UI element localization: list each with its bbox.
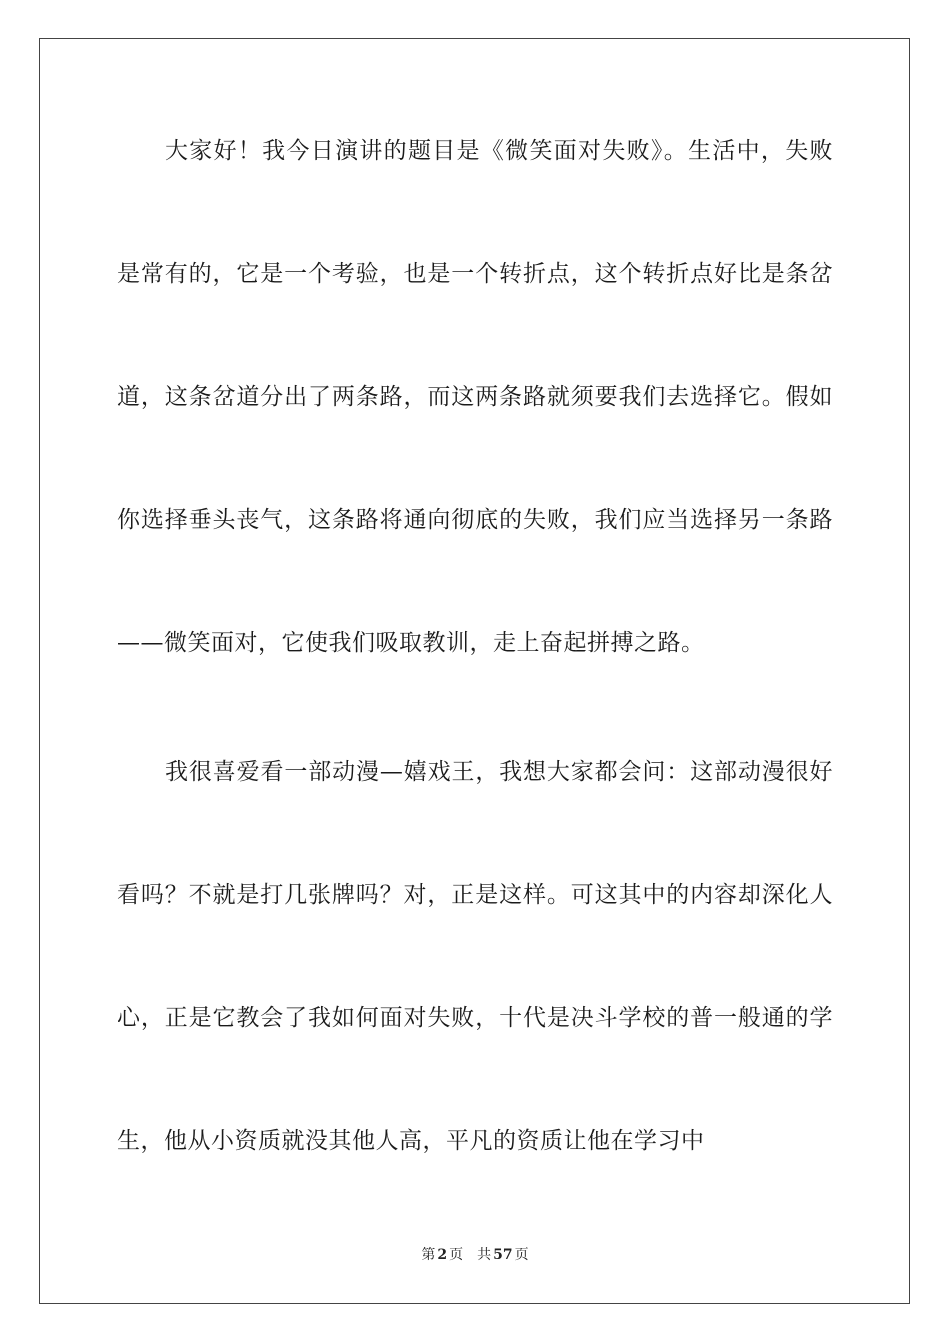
footer-total-prefix: 共 [477, 1247, 492, 1263]
footer-total-suffix: 页 [514, 1247, 529, 1263]
body-line: 生，他从小资质就没其他人高，平凡的资质让他在学习中 [117, 1128, 705, 1154]
page-border [39, 38, 910, 1304]
body-line: 看吗？不就是打几张牌吗？对，正是这样。可这其中的内容却深化人 [117, 882, 833, 908]
body-line: 我很喜爱看一部动漫—嬉戏王，我想大家都会问：这部动漫很好 [165, 759, 833, 785]
body-line: 心，正是它教会了我如何面对失败，十代是决斗学校的普一般通的学 [117, 1005, 833, 1031]
body-line: 是常有的，它是一个考验，也是一个转折点，这个转折点好比是条岔 [117, 261, 833, 287]
page-footer [0, 1246, 950, 1264]
footer-page-number: 2 [437, 1247, 448, 1263]
body-line: ——微笑面对，它使我们吸取教训，走上奋起拼搏之路。 [117, 630, 705, 656]
body-line: 道，这条岔道分出了两条路，而这两条路就须要我们去选择它。假如 [117, 384, 833, 410]
body-line: 你选择垂头丧气，这条路将通向彻底的失败，我们应当选择另一条路 [117, 507, 833, 533]
footer-page-suffix: 页 [449, 1247, 464, 1263]
footer-total-pages: 57 [493, 1247, 513, 1263]
body-line: 大家好！我今日演讲的题目是《微笑面对失败》。生活中，失败 [165, 138, 833, 164]
footer-page-prefix: 第 [421, 1247, 436, 1263]
